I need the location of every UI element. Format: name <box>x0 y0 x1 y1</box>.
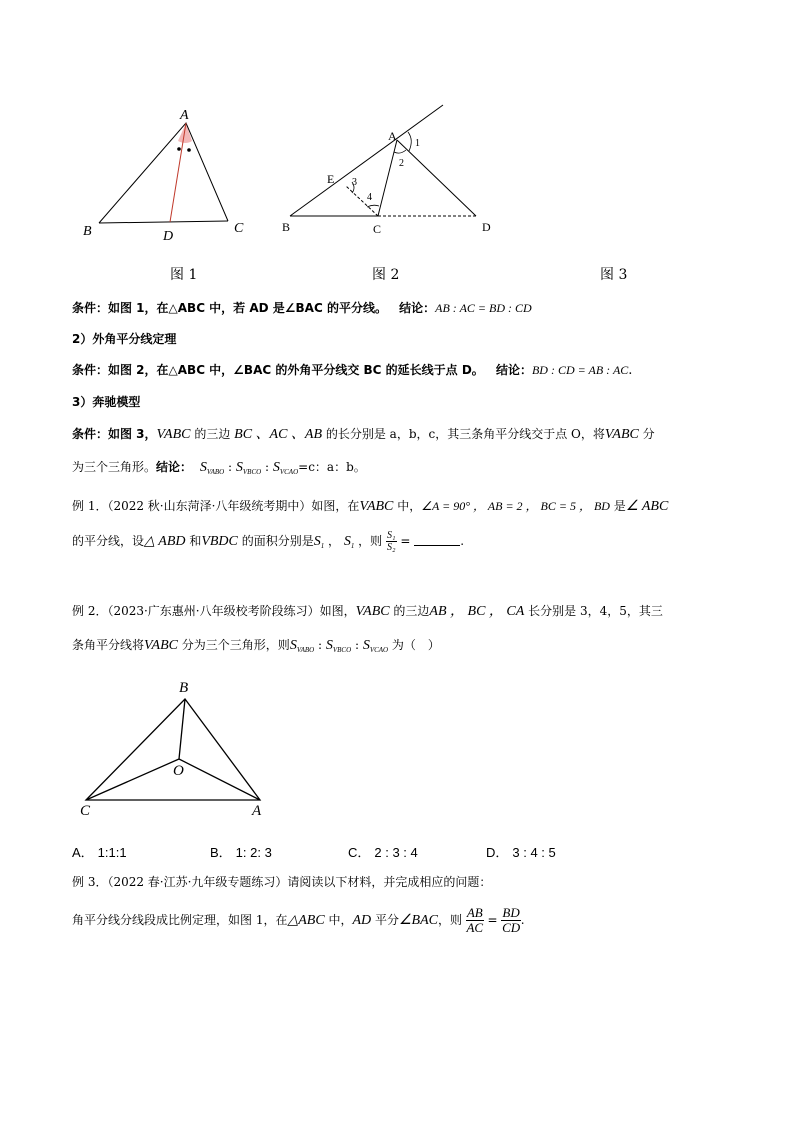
subscript: VABO <box>296 646 315 654</box>
text: 和 <box>185 534 202 548</box>
label-b: B <box>179 680 189 696</box>
text: 的三边 <box>190 427 235 441</box>
s-symbol: S <box>325 638 333 653</box>
option-value: 1: 2: 3 <box>235 845 272 860</box>
text: 条角平分线将 <box>72 638 145 652</box>
label-a: A <box>252 803 262 819</box>
fraction-bd-cd <box>501 906 520 935</box>
fraction-ab-ac <box>466 906 484 935</box>
text: 平分 <box>371 913 399 927</box>
triangle-bdc: VBDC <box>201 534 238 549</box>
fig2-label-e: E <box>327 172 335 186</box>
angle-bac: ∠BAC <box>399 913 438 928</box>
text: 是 <box>609 499 626 513</box>
angle-arc-1 <box>408 132 411 151</box>
text: 长分别是 3，4，5，其三 <box>524 604 663 618</box>
condition-1-text: 条件：如图 1，在△ABC 中，若 AD 是∠BAC 的平分线。 <box>72 301 387 315</box>
bisector-ad <box>397 140 476 216</box>
fig1-label-c: C <box>234 221 244 236</box>
fig2-label-a: A <box>388 129 397 143</box>
text: 的平分线，设 <box>72 534 145 548</box>
text: 为三个三角形。 <box>72 460 157 474</box>
numerator: S₁ <box>387 530 396 541</box>
fig2-label-d: D <box>482 220 491 234</box>
fig2-label-c: C <box>373 222 382 236</box>
bisector-ad <box>170 123 186 222</box>
option-c[interactable] <box>348 842 418 861</box>
text: 例 2．（2023·广东惠州·八年级校考阶段练习）如图， <box>72 604 356 618</box>
condition-2 <box>72 360 732 381</box>
period: . <box>520 913 525 927</box>
fig2-label-b: B <box>282 220 291 234</box>
triangle-abc: VABC <box>355 604 390 619</box>
given-conditions: ∠A = 90° ， AB = 2 ， BC = 5 ， BD <box>421 499 610 513</box>
angle-arc-2 <box>394 150 406 153</box>
option-b[interactable] <box>210 842 272 861</box>
s-symbol: S <box>235 460 243 475</box>
segment-bo <box>179 699 185 759</box>
subscript: VBCO <box>332 646 352 654</box>
example-2-line-2: 条角平分线将VABC 分为三个三角形，则$S_{VABO}$ : $S_{VBCO}$ : $S_{VCAO}$ 为（ ） <box>72 638 440 654</box>
triangle-abc: VABC <box>359 499 394 514</box>
figure-1 <box>75 105 260 245</box>
equals: = <box>483 913 502 927</box>
example-2-line-1 <box>72 601 732 622</box>
example-3-line-1: 例 3．（2022 春·江苏·九年级专题练习）请阅读以下材料，并完成相应的问题： <box>72 875 492 889</box>
condition-3-line-1 <box>72 424 732 445</box>
s-symbol: S <box>362 638 370 653</box>
fig1-caption: 图 1 <box>170 267 198 283</box>
fig1-label-a: A <box>180 108 189 123</box>
denominator: AC <box>466 920 484 935</box>
subscript: VCAO <box>279 468 299 476</box>
option-value: 2 : 3 : 4 <box>374 845 418 860</box>
segment-ce <box>346 186 378 216</box>
text: 中， <box>324 913 353 927</box>
text: 例 1．（2022 秋·山东菏泽·八年级统考期中）如图，在 <box>72 499 360 513</box>
example-2-figure <box>72 675 282 820</box>
s1-symbol: S <box>313 534 321 549</box>
condition-3-prefix: 条件：如图 3， <box>72 427 157 441</box>
angle-mark-dot <box>177 147 181 151</box>
segment-ao <box>179 759 260 800</box>
triangle-abc <box>99 123 228 223</box>
condition-2-text: 条件：如图 2，在△ABC 中，∠BAC 的外角平分线交 BC 的延长线于点 D。 <box>72 363 484 377</box>
s2-symbol: S <box>343 534 351 549</box>
sides: AB ， BC ， CA <box>429 604 525 619</box>
example-3-line-2 <box>72 905 732 936</box>
subscript: 1 <box>350 542 355 550</box>
text: ，则 <box>354 534 383 548</box>
text: 中， <box>393 499 422 513</box>
example-1-line-2 <box>72 530 732 556</box>
segment-ad: AD <box>352 913 372 928</box>
period: . <box>460 534 465 548</box>
label-o: O <box>173 763 184 779</box>
fig2-caption: 图 2 <box>372 267 400 283</box>
triangle-abc: VABC <box>144 638 178 653</box>
equals: = <box>396 534 411 548</box>
conclusion-2: BD : CD = AB : AC <box>531 363 629 377</box>
side-bc <box>99 221 228 223</box>
section-3-heading: 3）奔驰模型 <box>72 395 141 409</box>
denominator: S₂ <box>387 542 396 553</box>
conclusion-label: 结论： <box>156 460 193 474</box>
option-d[interactable] <box>486 842 556 861</box>
fig2-angle-1: 1 <box>415 138 420 149</box>
s-symbol: S <box>272 460 280 475</box>
triangle-abc: △ABC <box>287 913 325 928</box>
subscript: VCAO <box>369 646 389 654</box>
separator: ， <box>324 534 344 548</box>
triangle-abc: VABC <box>604 427 639 442</box>
option-value: 1:1:1 <box>97 845 127 860</box>
triangle-abc <box>86 699 260 800</box>
denominator: CD <box>502 920 521 935</box>
angle-arc-4 <box>367 205 379 207</box>
ratio: =c：a：b。 <box>298 460 366 474</box>
text: 角平分线分线段成比例定理，如图 1，在 <box>72 913 288 927</box>
fig1-label-d: D <box>163 229 174 244</box>
option-key: C． <box>348 845 371 860</box>
conclusion-label: 结论： <box>495 363 532 377</box>
fig1-label-b: B <box>83 224 92 239</box>
option-a[interactable] <box>72 842 127 861</box>
figure-2 <box>280 100 500 240</box>
example-1-line-1 <box>72 496 732 517</box>
s-symbol: S <box>289 638 297 653</box>
fig3-caption: 图 3 <box>600 267 628 283</box>
option-key: A． <box>72 845 94 860</box>
text: 的长分别是 a，b，c，其三条角平分线交于点 O，将 <box>322 427 605 441</box>
fig2-angle-3: 3 <box>352 177 357 188</box>
segment-co <box>86 759 179 800</box>
sides: BC 、AC 、AB <box>234 427 323 442</box>
conclusion-label: 结论： <box>399 301 436 315</box>
option-key: D． <box>486 845 509 860</box>
subscript: 1 <box>320 542 325 550</box>
triangle-abd: △ ABD <box>144 534 186 549</box>
section-2-heading: 2）外角平分线定理 <box>72 332 177 346</box>
fraction-s1-s2 <box>386 530 396 553</box>
s-symbol: S <box>199 460 207 475</box>
fig2-angle-2: 2 <box>399 158 404 169</box>
answer-blank[interactable] <box>414 533 460 546</box>
fig2-angle-4: 4 <box>367 192 372 203</box>
numerator: AB <box>466 905 483 920</box>
label-c: C <box>80 803 91 819</box>
triangle-abc: VABC <box>156 427 191 442</box>
condition-3-line-2: 为三个三角形。结论： $S_{VABO}$ : $S_{VBCO}$ : $S_{VCAO}=c$：a：b。 <box>72 460 366 476</box>
conclusion-1: AB : AC = BD : CD <box>435 301 532 315</box>
numerator: BD <box>502 905 520 920</box>
text: 分为三个三角形，则 <box>177 638 290 652</box>
text: 为（ ） <box>388 638 440 652</box>
period: . <box>628 363 633 378</box>
option-value: 3 : 4 : 5 <box>512 845 556 860</box>
text: 的面积分别是 <box>237 534 314 548</box>
text: ，则 <box>438 913 463 927</box>
angle-mark-dot <box>187 148 191 152</box>
subscript: VABO <box>206 468 225 476</box>
subscript: VBCO <box>242 468 262 476</box>
side-ac <box>378 140 397 216</box>
condition-1 <box>72 298 732 319</box>
angle-abc: ∠ ABC <box>625 499 669 514</box>
text: 分 <box>638 427 655 441</box>
option-key: B． <box>210 845 232 860</box>
text: 的三边 <box>389 604 430 618</box>
